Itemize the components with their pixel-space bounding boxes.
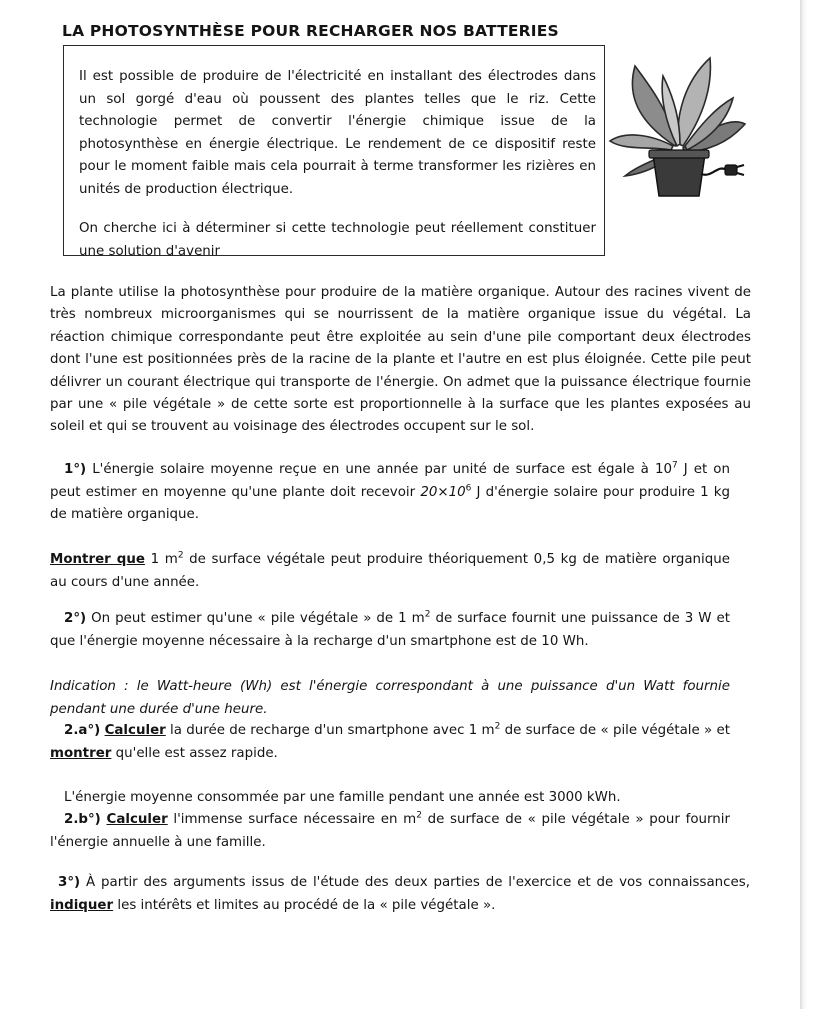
- question-1-text-b: J et on peut estimer en moyenne qu'une plante doit recevoir: [50, 462, 730, 500]
- show-text-b: de surface végétale peut produire théoriquement 0,5 kg de matière organique au cours d'une année.: [50, 552, 730, 590]
- question-1: [50, 459, 730, 527]
- question-2a-text-a: la durée de recharge d'un smartphone avec 1 m: [165, 723, 495, 738]
- question-2a-verb-2: montrer: [50, 745, 112, 761]
- question-1-text-c: J d'énergie solaire pour produire 1 kg de matière organique.: [50, 484, 730, 522]
- question-1-exp-2: 6: [465, 483, 472, 494]
- question-2b-text-a: l'immense surface nécessaire en m: [167, 812, 417, 827]
- intro-paragraph: Il est possible de produire de l'électricité en installant des électrodes dans un sol gorgé d'eau où poussent des plantes telles que le riz. Cette technologie permet de convertir l'énergie chimique issue de la photosynthèse en énergie électrique. Le rendement de ce dispositif reste pour le moment faible mais cela pourrait à terme transformer les rizières en unités de production électrique.: [79, 69, 596, 197]
- question-3-number: 3°): [58, 875, 81, 890]
- question-3: [50, 872, 750, 917]
- question-2a: [50, 720, 730, 765]
- show-text-a: 1 m: [144, 552, 178, 567]
- question-2b-number: 2.b°): [64, 812, 101, 827]
- main-paragraph: La plante utilise la photosynthèse pour produire de la matière organique. Autour des racines vivent de très nombreux microorganismes qui se nourrissent de la matière organique issue du végétal. La réaction chimique correspondante peut être exploitée au sein d'une pile comportant deux électrodes dont l'une est positionnées près de la racine de la plante et l'autre en est plus éloignée. Cette pile peut délivrer un courant électrique qui transporte de l'énergie. On admet que la puissance électrique fournie par une « pile végétale » de cette sorte est proportionnelle à la surface que les plantes exposées au soleil et qui se trouvent au voisinage des électrodes occupent sur le sol.: [50, 285, 751, 435]
- question-3-text-a: À partir des arguments issus de l'étude des deux parties de l'exercice et de vos connaissances,: [80, 875, 750, 890]
- question-2b: [50, 809, 730, 854]
- energy-line: L'énergie moyenne consommée par une famille pendant une année est 3000 kWh.: [64, 790, 621, 805]
- indication: Indication : le Watt-heure (Wh) est l'énergie correspondant à une puissance d'un Watt fournie pendant une durée d'une heure.: [50, 679, 730, 717]
- page-title: LA PHOTOSYNTHÈSE POUR RECHARGER NOS BATTERIES: [62, 22, 559, 40]
- question-1-value-1: 10: [654, 462, 672, 477]
- question-2a-number: 2.a°): [64, 723, 101, 738]
- question-1-text-a: L'énergie solaire moyenne reçue en une année par unité de surface est égale à: [86, 462, 655, 477]
- question-2a-verb: Calculer: [104, 723, 166, 738]
- question-2b-text-b: de surface de « pile végétale » pour fournir l'énergie annuelle à une famille.: [50, 812, 730, 850]
- question-2b-verb: Calculer: [106, 812, 168, 827]
- potted-plant-illustration: [605, 46, 747, 206]
- question-2: [50, 608, 730, 653]
- intro-goal: On cherche ici à déterminer si cette technologie peut réellement constituer une solution d'avenir: [79, 221, 596, 259]
- page-edge-shadow: [800, 0, 822, 1009]
- question-2-exp: 2: [424, 609, 431, 620]
- question-2a-text-c: qu'elle est assez rapide.: [111, 745, 278, 761]
- question-2a-exp: 2: [494, 721, 501, 732]
- intro-box: [63, 45, 605, 259]
- question-2-number: 2°): [64, 611, 87, 626]
- question-3-text-b: les intérêts et limites au procédé de la « pile végétale ».: [113, 897, 496, 913]
- question-2b-exp: 2: [416, 810, 422, 821]
- question-2-text-a: On peut estimer qu'une « pile végétale » de 1 m: [86, 611, 425, 626]
- question-3-verb: indiquer: [50, 897, 114, 913]
- question-2a-text-b: de surface de « pile végétale » et: [500, 723, 730, 738]
- question-1-number: 1°): [64, 462, 87, 477]
- show-exp: 2: [177, 550, 184, 561]
- question-1-value-2: 20×10: [420, 484, 466, 500]
- show-verb: Montrer que: [50, 552, 145, 567]
- question-1-exp-1: 7: [671, 460, 678, 471]
- question-2-text-b: de surface fournit une puissance de 3 W et que l'énergie moyenne nécessaire à la recharge d'un smartphone est de 10 Wh.: [50, 611, 731, 649]
- plant-pot-icon: [649, 150, 709, 196]
- question-1-show: [50, 549, 730, 594]
- electric-plug-icon: [701, 165, 744, 175]
